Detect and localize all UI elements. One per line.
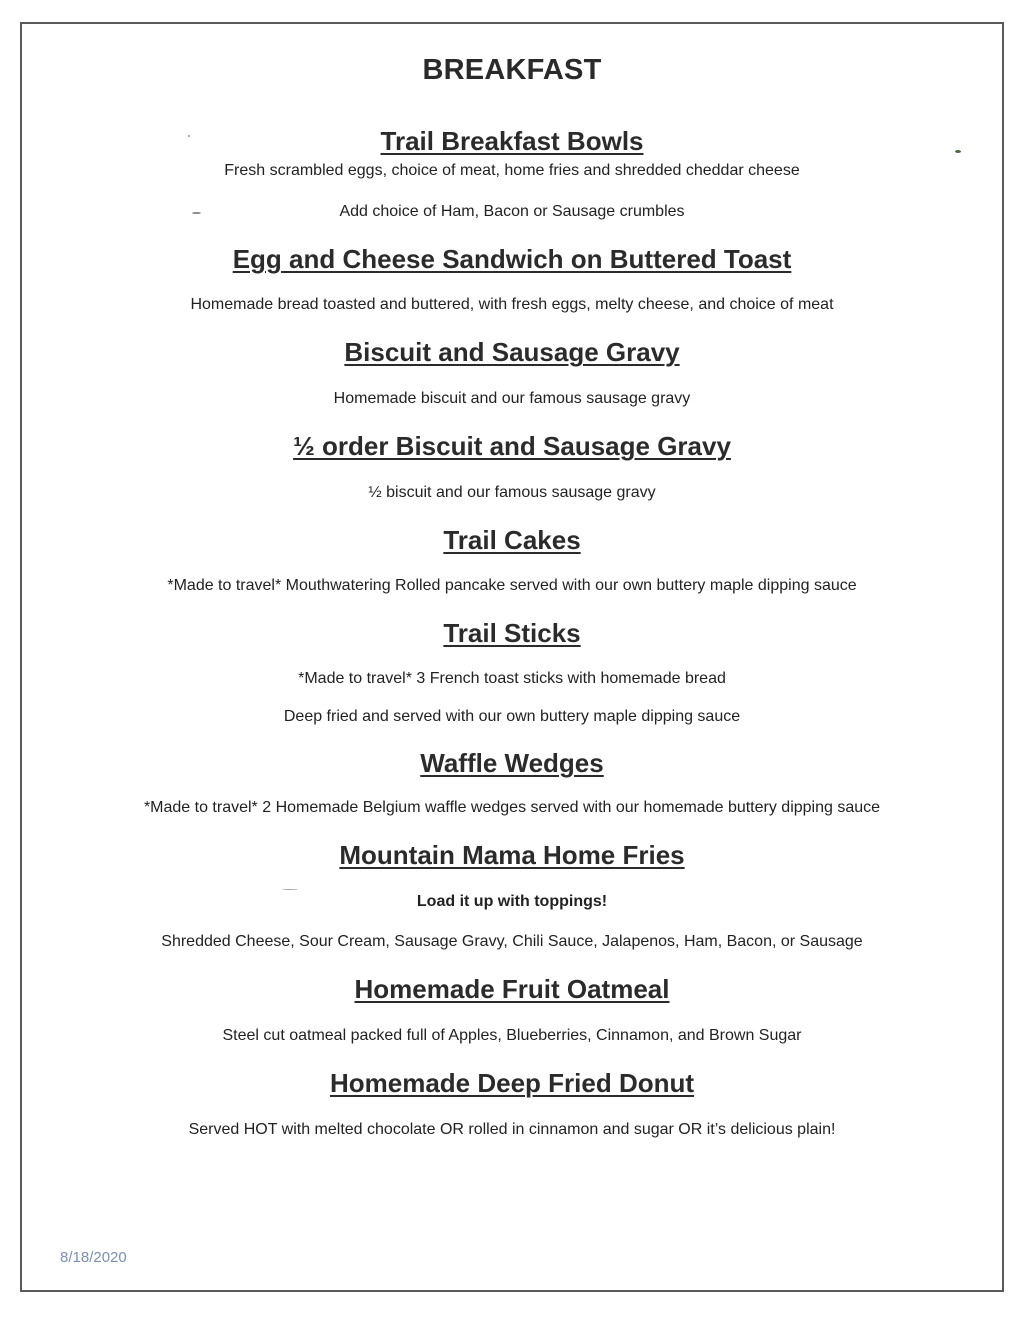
menu-item-name: Egg and Cheese Sandwich on Buttered Toast bbox=[232, 244, 792, 274]
menu-item-heading bbox=[0, 524, 1024, 556]
menu-item-description: ½ biscuit and our famous sausage gravy bbox=[368, 484, 656, 501]
menu-item-name: Trail Breakfast Bowls bbox=[380, 126, 644, 156]
menu-item-description: Shredded Cheese, Sour Cream, Sausage Gravy, Chili Sauce, Jalapenos, Ham, Bacon, or Sausage bbox=[161, 933, 863, 950]
menu-item-description: Homemade biscuit and our famous sausage gravy bbox=[333, 390, 691, 407]
menu-item-description: *Made to travel* 3 French toast sticks with homemade bread bbox=[298, 670, 726, 687]
menu-item-name: Homemade Fruit Oatmeal bbox=[354, 974, 670, 1004]
menu-item-heading bbox=[0, 839, 1024, 871]
menu-item-heading bbox=[0, 243, 1024, 275]
menu-item-heading bbox=[0, 617, 1024, 649]
scan-speck bbox=[955, 150, 961, 153]
scan-speck bbox=[188, 135, 190, 137]
menu-item-name: Trail Sticks bbox=[443, 618, 581, 648]
scan-speck bbox=[282, 889, 298, 890]
scan-speck bbox=[192, 212, 201, 214]
menu-item-name: Trail Cakes bbox=[443, 525, 581, 555]
menu-item-description: Homemade bread toasted and buttered, with fresh eggs, melty cheese, and choice of meat bbox=[190, 296, 834, 313]
menu-item-description: Deep fried and served with our own buttery maple dipping sauce bbox=[283, 708, 741, 725]
menu-item-heading bbox=[0, 430, 1024, 462]
menu-item-description: Add choice of Ham, Bacon or Sausage crumbles bbox=[339, 203, 685, 220]
menu-item-description: Steel cut oatmeal packed full of Apples, Blueberries, Cinnamon, and Brown Sugar bbox=[222, 1027, 802, 1044]
menu-item-name: Biscuit and Sausage Gravy bbox=[344, 337, 680, 367]
menu-item-description: *Made to travel* Mouthwatering Rolled pancake served with our own buttery maple dipping sauce bbox=[167, 577, 857, 594]
menu-item-description: *Made to travel* 2 Homemade Belgium waffle wedges served with our homemade buttery dipping sauce bbox=[143, 799, 881, 816]
menu-item-heading bbox=[0, 1067, 1024, 1099]
menu-item-description: Served HOT with melted chocolate OR rolled in cinnamon and sugar OR it’s delicious plain! bbox=[188, 1121, 836, 1138]
date-stamp: 8/18/2020 bbox=[60, 1249, 127, 1266]
menu-item-heading bbox=[0, 125, 1024, 157]
menu-item-name: Waffle Wedges bbox=[420, 748, 604, 778]
menu-item-heading bbox=[0, 973, 1024, 1005]
menu-item-name: Homemade Deep Fried Donut bbox=[329, 1068, 695, 1098]
menu-title: BREAKFAST bbox=[422, 54, 602, 86]
menu-item-heading bbox=[0, 747, 1024, 779]
menu-item-heading bbox=[0, 336, 1024, 368]
menu-item-description: Load it up with toppings! bbox=[416, 893, 608, 910]
menu-item-description: Fresh scrambled eggs, choice of meat, home fries and shredded cheddar cheese bbox=[224, 162, 800, 179]
menu-item-name: Mountain Mama Home Fries bbox=[339, 840, 685, 870]
menu-item-name: ½ order Biscuit and Sausage Gravy bbox=[293, 431, 731, 461]
